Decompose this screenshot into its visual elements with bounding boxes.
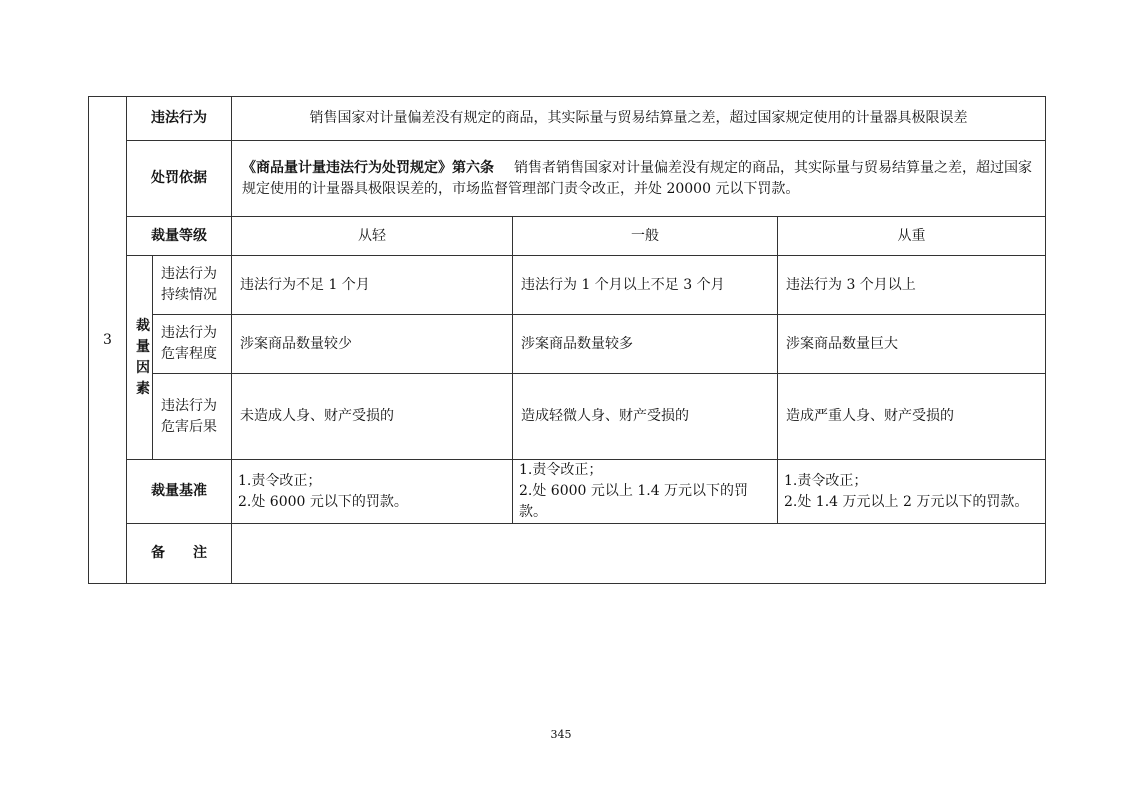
penalty-basis-cell — [232, 141, 1046, 217]
violation-row — [89, 97, 1046, 141]
remarks-label: 备 注 — [127, 524, 232, 584]
factor-consequence-general: 造成轻微人身、财产受损的 — [513, 374, 778, 460]
discretion-level-row — [89, 217, 1046, 256]
penalty-basis-label: 处罚依据 — [127, 141, 232, 217]
violation-text: 销售国家对计量偏差没有规定的商品，其实际量与贸易结算量之差，超过国家规定使用的计量器具极限误差 — [232, 97, 1046, 141]
discretion-level-label: 裁量等级 — [127, 217, 232, 256]
remarks-row — [89, 524, 1046, 584]
factor-duration-severe: 违法行为 3 个月以上 — [778, 256, 1046, 315]
discretion-benchmark-row — [89, 460, 1046, 524]
factor-consequence-severe: 造成严重人身、财产受损的 — [778, 374, 1046, 460]
factor-row-consequence — [89, 374, 1046, 460]
benchmark-general: 1.责令改正； 2.处 6000 元以上 1.4 万元以下的罚款。 — [513, 460, 778, 524]
discretion-benchmark-label: 裁量基准 — [127, 460, 232, 524]
remarks-text — [232, 524, 1046, 584]
level-general: 一般 — [513, 217, 778, 256]
benchmark-lenient: 1.责令改正； 2.处 6000 元以下的罚款。 — [232, 460, 513, 524]
benchmark-severe: 1.责令改正； 2.处 1.4 万元以上 2 万元以下的罚款。 — [778, 460, 1046, 524]
factor-degree-severe: 涉案商品数量巨大 — [778, 315, 1046, 374]
factor-duration-lenient: 违法行为不足 1 个月 — [232, 256, 513, 315]
discretion-factors-label: 裁量因素 — [127, 256, 153, 460]
level-lenient: 从轻 — [232, 217, 513, 256]
penalty-basis-title: 《商品量计量违法行为处罚规定》第六条 — [242, 159, 494, 176]
factor-name-duration: 违法行为 持续情况 — [153, 256, 232, 315]
factor-duration-general: 违法行为 1 个月以上不足 3 个月 — [513, 256, 778, 315]
factor-name-degree: 违法行为 危害程度 — [153, 315, 232, 374]
level-severe: 从重 — [778, 217, 1046, 256]
page-number: 345 — [550, 728, 572, 741]
penalty-basis-text: 销售者销售国家对计量偏差没有规定的商品，其实际量与贸易结算量之差，超过国家规定使用的计量器具极限误差的，市场监督管理部门责令改正，并处 20000 元以下罚款。 — [242, 159, 1032, 197]
sequence-number: 3 — [89, 97, 127, 584]
factor-degree-lenient: 涉案商品数量较少 — [232, 315, 513, 374]
penalty-basis-row — [89, 141, 1046, 217]
factor-consequence-lenient: 未造成人身、财产受损的 — [232, 374, 513, 460]
factor-degree-general: 涉案商品数量较多 — [513, 315, 778, 374]
factor-row-duration — [89, 256, 1046, 315]
factor-row-degree — [89, 315, 1046, 374]
factor-name-consequence: 违法行为 危害后果 — [153, 374, 232, 460]
violation-label: 违法行为 — [127, 97, 232, 141]
penalty-discretion-table — [88, 96, 1046, 584]
